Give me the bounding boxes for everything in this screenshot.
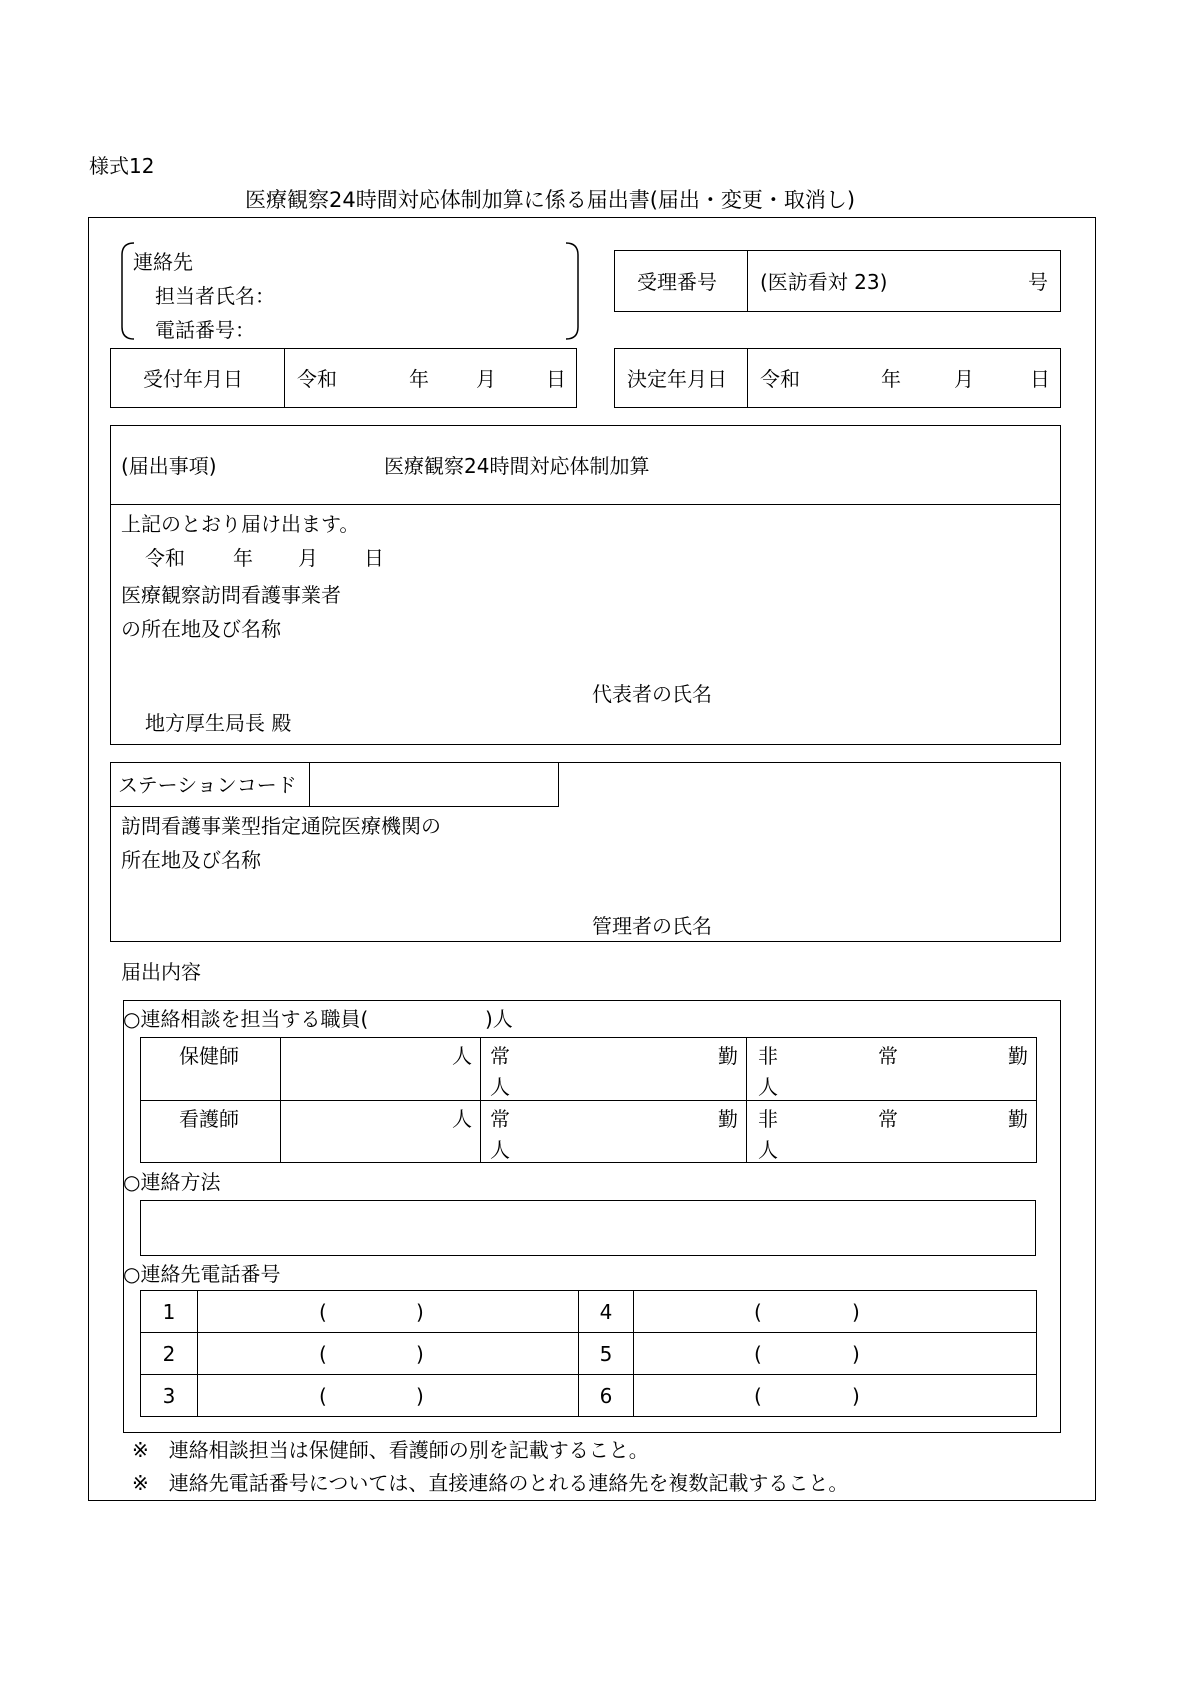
accept-date-divider — [284, 348, 285, 408]
accept-date-label: 受付年月日 — [143, 367, 243, 391]
contact-person-label: 担当者氏名： — [155, 284, 275, 308]
staff-role-cell — [141, 1038, 281, 1101]
fulltime-char-2: 勤 — [718, 1107, 738, 1131]
staff-count-unit: 人 — [452, 1044, 472, 1068]
content-heading: 届出内容 — [121, 960, 201, 984]
notification-date-month: 月 — [298, 546, 318, 570]
staff-row-public-health-nurse — [141, 1038, 1037, 1101]
decision-date-day: 日 — [1030, 367, 1050, 391]
parttime-char-3: 勤 — [1008, 1107, 1028, 1131]
notification-item-label: (届出事項) — [121, 454, 217, 478]
phone-paren-close: ) — [852, 1342, 860, 1366]
facility-label-line2: 所在地及び名称 — [121, 848, 261, 872]
phone-index: 2 — [162, 1341, 176, 1366]
phone-row — [141, 1291, 1037, 1333]
representative-label: 代表者の氏名 — [592, 682, 712, 706]
phone-number-cell[interactable] — [198, 1291, 579, 1333]
notification-date-day: 日 — [364, 546, 384, 570]
contact-heading: 連絡先 — [133, 250, 193, 274]
receipt-prefix[interactable]: (医訪看対 23) — [760, 270, 888, 294]
phone-index: 1 — [162, 1299, 176, 1324]
phone-index-cell — [579, 1291, 634, 1333]
station-code-divider — [309, 762, 310, 807]
note-2: ※ 連絡先電話番号については、直接連絡のとれる連絡先を複数記載すること。 — [132, 1471, 849, 1495]
contact-bracket-right — [562, 241, 582, 341]
phone-index: 4 — [599, 1299, 613, 1324]
contact-phone-label: 電話番号： — [155, 318, 255, 342]
staff-parttime-cell[interactable] — [747, 1038, 1037, 1101]
note-1: ※ 連絡相談担当は保健師、看護師の別を記載すること。 — [132, 1438, 649, 1462]
notification-item-value: 医療観察24時間対応体制加算 — [384, 454, 650, 478]
phone-paren-open: ( — [319, 1384, 327, 1408]
phone-paren-close: ) — [416, 1300, 424, 1324]
phone-paren-open: ( — [319, 1342, 327, 1366]
receipt-label: 受理番号 — [637, 270, 717, 294]
phone-index: 5 — [599, 1341, 613, 1366]
decision-date-era: 令和 — [760, 367, 800, 391]
phone-number-cell[interactable] — [198, 1375, 579, 1417]
phone-number-cell[interactable] — [634, 1333, 1037, 1375]
phone-index-cell — [141, 1333, 198, 1375]
staff-fulltime-cell[interactable] — [481, 1038, 747, 1101]
decision-date-year: 年 — [881, 367, 901, 391]
phones-heading: ○連絡先電話番号 — [123, 1262, 281, 1286]
phone-paren-close: ) — [852, 1384, 860, 1408]
phone-index: 3 — [162, 1383, 176, 1408]
phone-paren-close: ) — [416, 1384, 424, 1408]
facility-label-line1: 訪問看護事業型指定通院医療機関の — [121, 814, 441, 838]
fulltime-unit: 人 — [490, 1075, 510, 1099]
phone-table — [140, 1290, 1037, 1417]
parttime-char-2: 常 — [878, 1044, 898, 1068]
staff-count-unit: 人 — [452, 1107, 472, 1131]
phone-paren-open: ( — [754, 1342, 762, 1366]
method-field[interactable] — [140, 1200, 1036, 1256]
parttime-char-2: 常 — [878, 1107, 898, 1131]
staff-fulltime-cell[interactable] — [481, 1101, 747, 1163]
decision-date-month: 月 — [954, 367, 974, 391]
operator-label-line1: 医療観察訪問看護事業者 — [121, 583, 341, 607]
decision-date-divider — [747, 348, 748, 408]
phone-index: 6 — [599, 1383, 613, 1408]
manager-label: 管理者の氏名 — [592, 914, 712, 938]
addressee: 地方厚生局長 殿 — [145, 711, 292, 735]
staff-heading-suffix: )人 — [485, 1007, 513, 1031]
accept-date-day: 日 — [546, 367, 566, 391]
parttime-char-3: 勤 — [1008, 1044, 1028, 1068]
notification-date-year: 年 — [233, 546, 253, 570]
staff-count-cell[interactable] — [281, 1038, 481, 1101]
phone-index-cell — [579, 1375, 634, 1417]
decision-date-label: 決定年月日 — [627, 367, 727, 391]
accept-date-year: 年 — [409, 367, 429, 391]
form-id: 様式12 — [89, 154, 155, 178]
notification-divider — [110, 504, 1061, 505]
phone-number-cell[interactable] — [634, 1375, 1037, 1417]
parttime-char-1: 非 — [758, 1107, 778, 1131]
staff-row-nurse — [141, 1101, 1037, 1163]
staff-role: 保健師 — [179, 1044, 239, 1068]
page-title: 医療観察24時間対応体制加算に係る届出書(届出・変更・取消し) — [245, 188, 856, 212]
parttime-char-1: 非 — [758, 1044, 778, 1068]
parttime-unit: 人 — [758, 1075, 778, 1099]
fulltime-char-1: 常 — [490, 1044, 510, 1068]
staff-table — [140, 1037, 1037, 1163]
receipt-suffix: 号 — [1028, 270, 1048, 294]
phone-index-cell — [141, 1291, 198, 1333]
staff-role: 看護師 — [179, 1107, 239, 1131]
station-code-label: ステーションコード — [118, 773, 297, 797]
staff-heading-prefix: ○連絡相談を担当する職員( — [123, 1007, 369, 1031]
phone-paren-open: ( — [754, 1384, 762, 1408]
phone-paren-open: ( — [319, 1300, 327, 1324]
accept-date-month: 月 — [476, 367, 496, 391]
fulltime-char-1: 常 — [490, 1107, 510, 1131]
fulltime-unit: 人 — [490, 1138, 510, 1162]
receipt-divider — [747, 250, 748, 312]
parttime-unit: 人 — [758, 1138, 778, 1162]
phone-row — [141, 1375, 1037, 1417]
staff-role-cell — [141, 1101, 281, 1163]
fulltime-char-2: 勤 — [718, 1044, 738, 1068]
accept-date-era: 令和 — [297, 367, 337, 391]
phone-index-cell — [141, 1375, 198, 1417]
staff-count-cell[interactable] — [281, 1101, 481, 1163]
phone-number-cell[interactable] — [634, 1291, 1037, 1333]
phone-paren-close: ) — [852, 1300, 860, 1324]
staff-parttime-cell[interactable] — [747, 1101, 1037, 1163]
phone-number-cell[interactable] — [198, 1333, 579, 1375]
phone-paren-close: ) — [416, 1342, 424, 1366]
method-heading: ○連絡方法 — [123, 1170, 221, 1194]
notification-date-era: 令和 — [145, 546, 185, 570]
phone-paren-open: ( — [754, 1300, 762, 1324]
operator-label-line2: の所在地及び名称 — [121, 617, 281, 641]
phone-row — [141, 1333, 1037, 1375]
phone-index-cell — [579, 1333, 634, 1375]
notification-statement: 上記のとおり届け出ます。 — [121, 512, 360, 536]
